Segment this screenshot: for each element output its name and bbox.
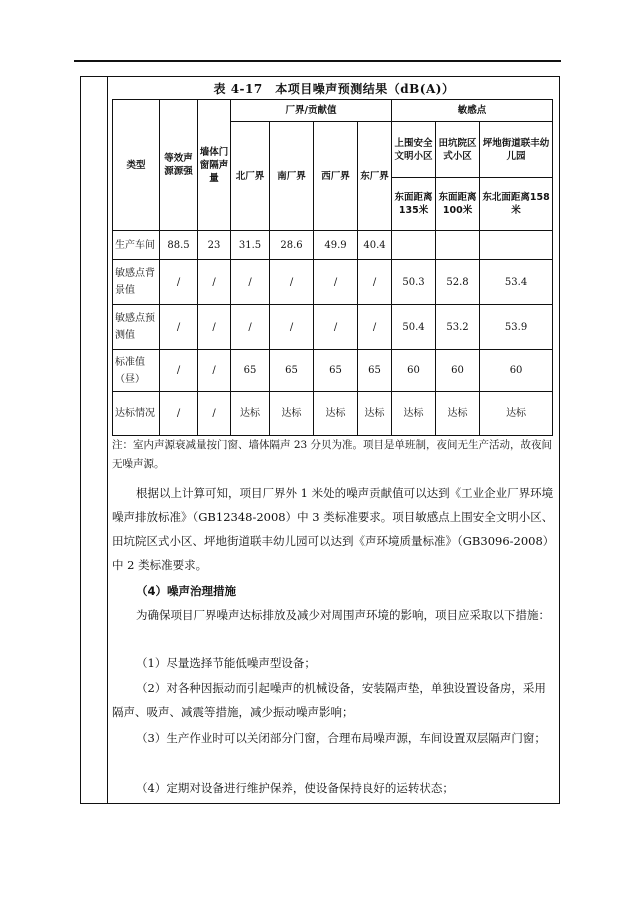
table-cell: / <box>314 305 358 350</box>
table-cell: 65 <box>231 350 270 392</box>
table-cell: 28.6 <box>270 231 314 260</box>
table-caption: 表 4-17 本项目噪声预测结果（dB(A)） <box>213 82 455 96</box>
table-cell: / <box>160 392 198 436</box>
table-cell: / <box>198 392 231 436</box>
header-east: 东厂界 <box>358 122 392 231</box>
table-cell: 88.5 <box>160 231 198 260</box>
row-label: 达标情况 <box>113 392 160 436</box>
noise-prediction-table <box>112 99 553 436</box>
table-row <box>113 392 553 436</box>
header-west: 西厂界 <box>314 122 358 231</box>
table-cell: 达标 <box>314 392 358 436</box>
table-cell: / <box>160 305 198 350</box>
measure-item: （4）定期对设备进行维护保养，使设备保持良好的运转状态； <box>136 781 454 795</box>
table-cell: 31.5 <box>231 231 270 260</box>
header-sensitive-group: 敏感点 <box>392 100 553 122</box>
row-label: 敏感点预测值 <box>113 305 160 350</box>
header-sensitive-2-distance: 东面距离100米 <box>436 178 480 231</box>
row-label: 生产车间 <box>113 231 160 260</box>
table-cell: 53.4 <box>480 260 553 305</box>
table-cell: 达标 <box>480 392 553 436</box>
table-cell: 达标 <box>358 392 392 436</box>
table-cell: 65 <box>358 350 392 392</box>
table-cell: 60 <box>392 350 436 392</box>
table-cell: / <box>198 260 231 305</box>
table-cell: 达标 <box>392 392 436 436</box>
table-cell: 50.3 <box>392 260 436 305</box>
table-cell: 40.4 <box>358 231 392 260</box>
table-cell: 53.2 <box>436 305 480 350</box>
header-north: 北厂界 <box>231 122 270 231</box>
table-cell: / <box>198 305 231 350</box>
header-sensitive-2: 田坑院区式小区 <box>436 122 480 178</box>
table-cell: / <box>270 305 314 350</box>
table-cell: / <box>231 305 270 350</box>
table-cell: 达标 <box>231 392 270 436</box>
table-row <box>113 231 553 260</box>
table-cell: 53.9 <box>480 305 553 350</box>
table-row <box>113 305 553 350</box>
header-sensitive-1: 上围安全文明小区 <box>392 122 436 178</box>
table-note: 注：室内声源衰减量按门窗、墙体隔声 23 分贝为准。项目是单班制，夜间无生产活动，故夜间无噪声源。 <box>112 439 553 470</box>
table-cell: 49.9 <box>314 231 358 260</box>
intro-paragraph: 为确保项目厂界噪声达标排放及减少对周围声环境的影响，项目应采取以下措施： <box>136 608 550 622</box>
header-equiv-source: 等效声源源强 <box>160 100 198 231</box>
table-cell: / <box>270 260 314 305</box>
table-row <box>113 260 553 305</box>
measure-item: （2）对各种因振动而引起噪声的机械设备，安装隔声垫，单独设置设备房，采用隔声、吸声、减震等措施，减少振动噪声影响； <box>112 681 546 719</box>
header-type: 类型 <box>113 100 160 231</box>
table-cell: 65 <box>314 350 358 392</box>
table-cell: / <box>160 350 198 392</box>
table-cell <box>480 231 553 260</box>
row-label: 敏感点背景值 <box>113 260 160 305</box>
header-sensitive-3-distance: 东北面距离158米 <box>480 178 553 231</box>
table-cell: / <box>160 260 198 305</box>
table-cell: / <box>358 260 392 305</box>
table-cell: 达标 <box>270 392 314 436</box>
table-cell <box>436 231 480 260</box>
table-cell: 60 <box>480 350 553 392</box>
table-cell: / <box>198 350 231 392</box>
frame-margin-line <box>107 76 108 804</box>
measure-item: （1）尽量选择节能低噪声型设备； <box>136 656 316 670</box>
table-cell: 50.4 <box>392 305 436 350</box>
header-south: 南厂界 <box>270 122 314 231</box>
table-cell: / <box>231 260 270 305</box>
table-cell: 65 <box>270 350 314 392</box>
header-wall-isolation: 墙体门窗隔声量 <box>198 100 231 231</box>
header-sensitive-1-distance: 东面距离135米 <box>392 178 436 231</box>
header-rule <box>74 60 561 62</box>
table-cell: 60 <box>436 350 480 392</box>
result-paragraph: 根据以上计算可知，项目厂界外 1 米处的噪声贡献值可以达到《工业企业厂界环境噪声排放标准》（GB12348-2008）中 3 类标准要求。项目敏感点上围安全文明小区、田坑院区式小区、坪地街道联丰幼儿园可以达到《声环境质量标准》（GB3096-2008）中 2 类标准要求。 <box>112 486 555 572</box>
table-cell: 52.8 <box>436 260 480 305</box>
table-cell: 23 <box>198 231 231 260</box>
table-cell <box>392 231 436 260</box>
table-cell: / <box>358 305 392 350</box>
row-label: 标准值（昼） <box>113 350 160 392</box>
header-boundary-group: 厂界/贡献值 <box>231 100 392 122</box>
table-cell: / <box>314 260 358 305</box>
measure-item: （3）生产作业时可以关闭部分门窗，合理布局噪声源，车间设置双层隔声门窗； <box>136 731 546 745</box>
section-heading: （4）噪声治理措施 <box>136 584 237 598</box>
header-sensitive-3: 坪地街道联丰幼儿园 <box>480 122 553 178</box>
table-row <box>113 350 553 392</box>
table-cell: 达标 <box>436 392 480 436</box>
